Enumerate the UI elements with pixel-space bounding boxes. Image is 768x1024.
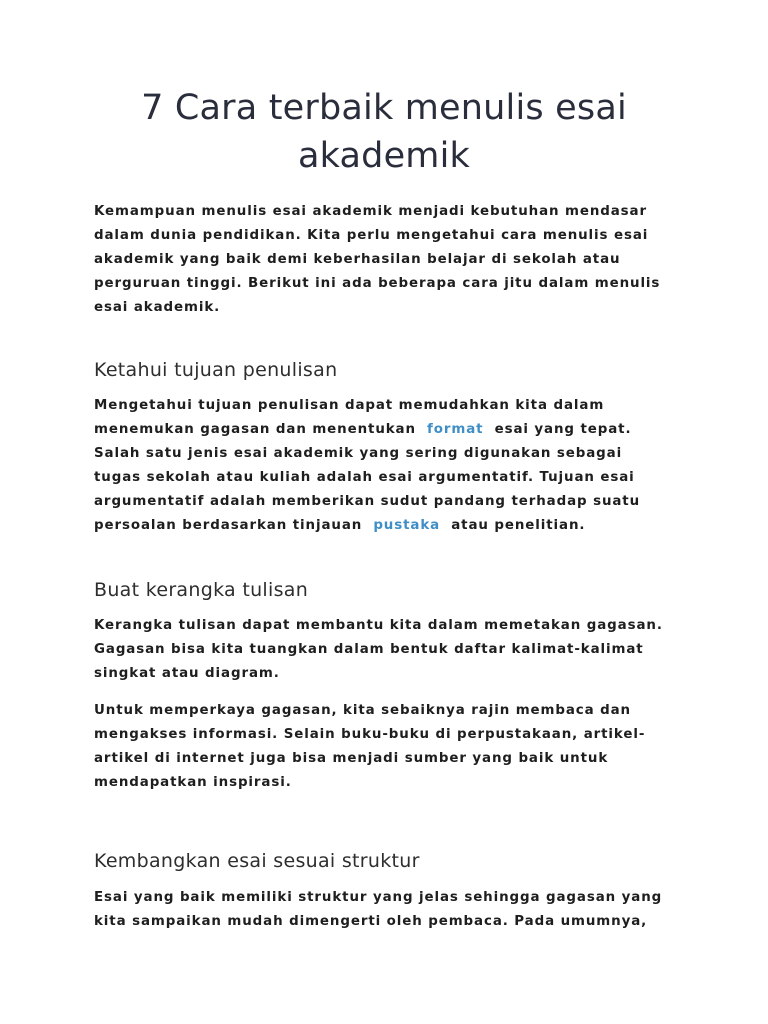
- paragraph-line: [94, 514, 640, 538]
- intro-line: perguruan tinggi. Berikut ini ada beberapa cara jitu dalam menulis: [94, 276, 661, 291]
- paragraph-line: mendapatkan inspirasi.: [94, 775, 292, 790]
- paragraph-line: tugas sekolah atau kuliah adalah esai argumentatif. Tujuan esai: [94, 470, 635, 485]
- intro-line: akademik yang baik demi keberhasilan belajar di sekolah atau: [94, 252, 621, 267]
- intro-line: esai akademik.: [94, 300, 221, 315]
- paragraph-line: Gagasan bisa kita tuangkan dalam bentuk daftar kalimat-kalimat: [94, 642, 644, 657]
- intro-line: dalam dunia pendidikan. Kita perlu mengetahui cara menulis esai: [94, 228, 649, 243]
- text-segment: menemukan gagasan dan menentukan: [94, 422, 422, 437]
- paragraph-line: argumentatif adalah memberikan sudut pandang terhadap suatu: [94, 494, 641, 509]
- paragraph-line: artikel di internet juga bisa menjadi sumber yang baik untuk: [94, 751, 609, 766]
- document-title: 7 Cara terbaik menulis esai akademik: [141, 88, 627, 176]
- paragraph-line: Salah satu jenis esai akademik yang sering digunakan sebagai: [94, 446, 623, 461]
- paragraph-line: mengakses informasi. Selain buku-buku di perpustakaan, artikel-: [94, 727, 646, 742]
- paragraph-line: singkat atau diagram.: [94, 666, 280, 681]
- paragraph-line: Mengetahui tujuan penulisan dapat memudahkan kita dalam: [94, 398, 605, 413]
- text-segment: persoalan berdasarkan tinjauan: [94, 518, 368, 533]
- section-heading-struktur: Kembangkan esai sesuai struktur: [94, 850, 420, 872]
- text-segment: atau penelitian.: [445, 518, 586, 533]
- text-segment: esai yang tepat.: [489, 422, 632, 437]
- paragraph-line: [94, 418, 640, 442]
- section-kerangka-paragraph-2: [94, 699, 645, 795]
- section-heading-tujuan: Ketahui tujuan penulisan: [94, 359, 338, 381]
- paragraph-line: Kerangka tulisan dapat membantu kita dalam memetakan gagasan.: [94, 618, 663, 633]
- section-struktur-paragraph: [94, 886, 662, 934]
- section-tujuan-paragraph: [94, 394, 640, 538]
- section-kerangka-paragraph-1: [94, 614, 663, 686]
- link-format[interactable]: format: [427, 422, 484, 437]
- section-heading-kerangka: Buat kerangka tulisan: [94, 579, 309, 601]
- intro-paragraph: [94, 200, 660, 320]
- intro-line: Kemampuan menulis esai akademik menjadi kebutuhan mendasar: [94, 204, 647, 219]
- paragraph-line: kita sampaikan mudah dimengerti oleh pembaca. Pada umumnya,: [94, 914, 648, 929]
- paragraph-line: Esai yang baik memiliki struktur yang jelas sehingga gagasan yang: [94, 890, 663, 905]
- link-pustaka[interactable]: pustaka: [373, 518, 441, 533]
- paragraph-line: Untuk memperkaya gagasan, kita sebaiknya rajin membaca dan: [94, 703, 631, 718]
